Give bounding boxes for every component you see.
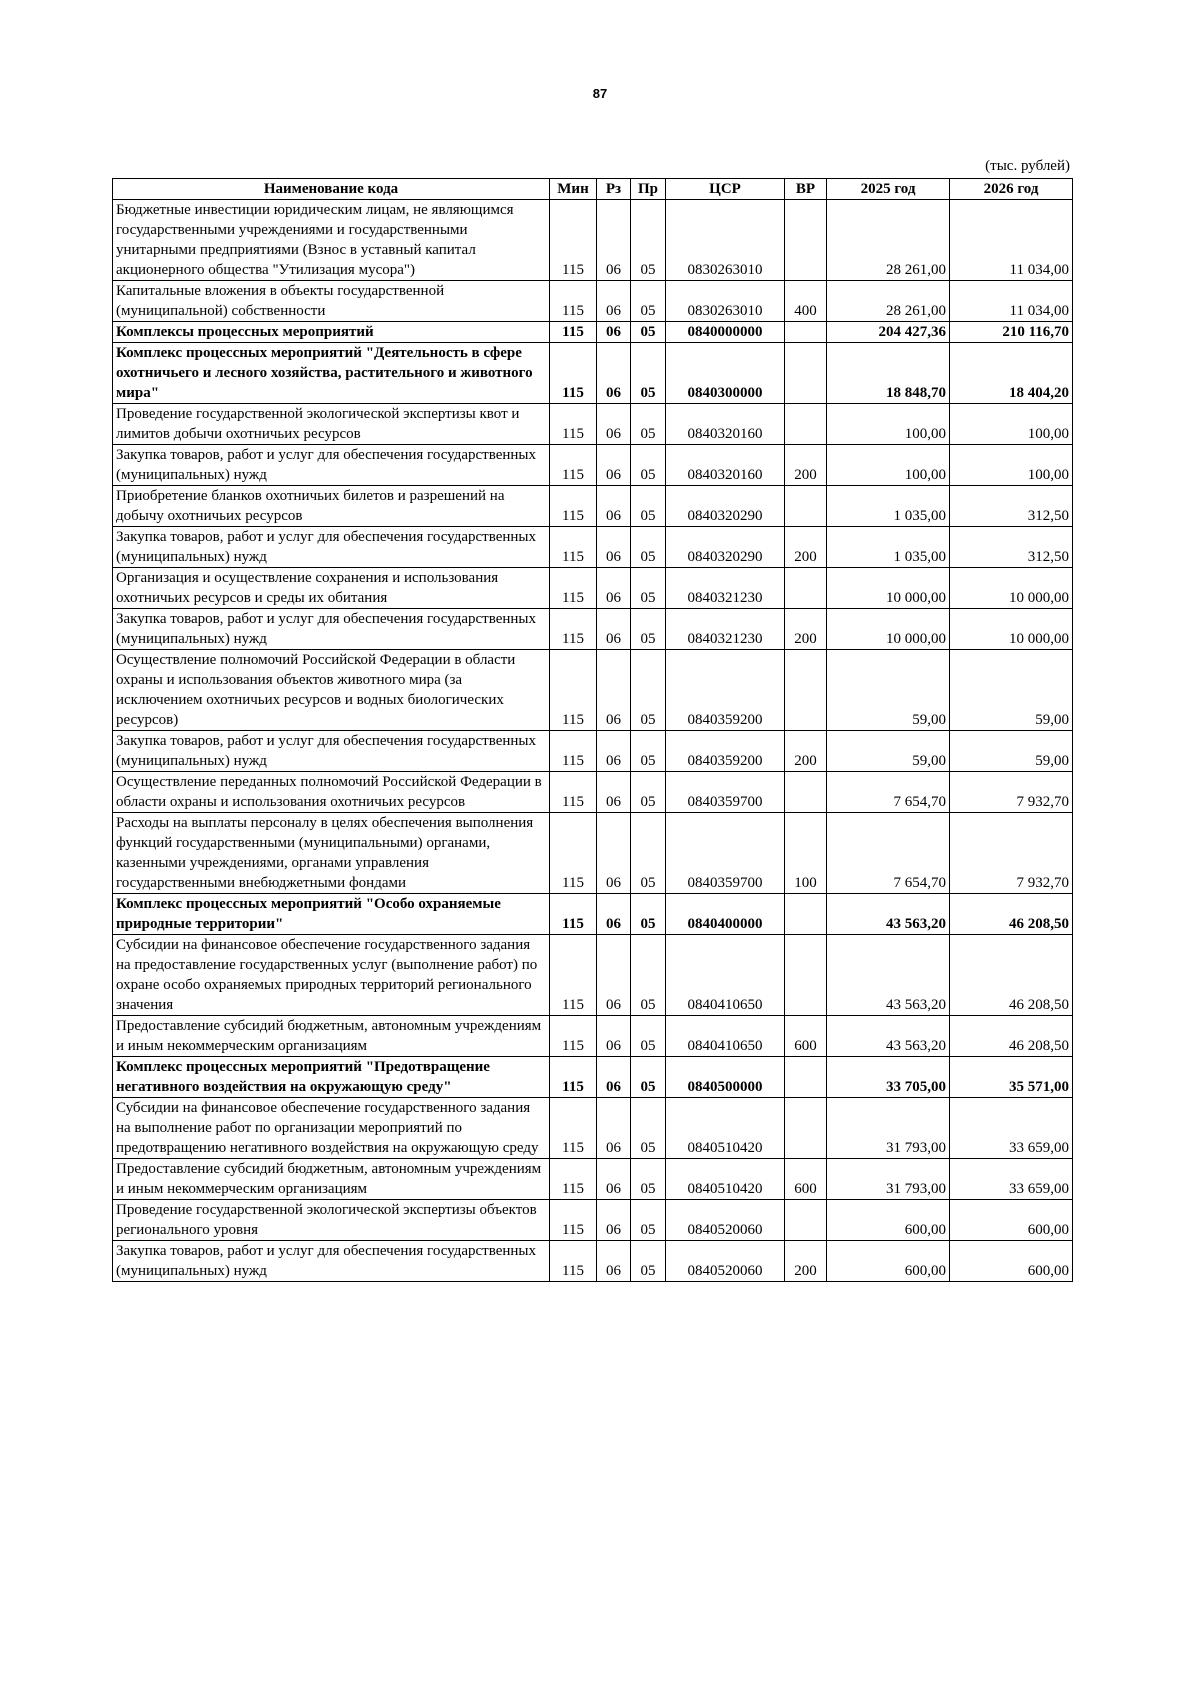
- table-row: [113, 731, 1073, 772]
- units-label: (тыс. рублей): [985, 158, 1070, 174]
- cell-rz: 06: [597, 772, 631, 813]
- cell-vr: 100: [785, 813, 827, 894]
- cell-min: 115: [550, 486, 597, 527]
- cell-vr: [785, 343, 827, 404]
- table-row: [113, 894, 1073, 935]
- cell-name: Субсидии на финансовое обеспечение государственного задания на предоставление государственных услуг (выполнение работ) по охране особо охраняемых природных территорий регионального значения: [113, 935, 550, 1016]
- cell-csr: 0840321230: [666, 609, 785, 650]
- cell-csr: 0840359700: [666, 813, 785, 894]
- cell-min: 115: [550, 894, 597, 935]
- cell-2025: 1 035,00: [827, 486, 950, 527]
- cell-2025: 204 427,36: [827, 322, 950, 343]
- cell-vr: [785, 1200, 827, 1241]
- header-name: Наименование кода: [113, 179, 550, 200]
- cell-csr: 0840410650: [666, 935, 785, 1016]
- cell-min: 115: [550, 813, 597, 894]
- cell-csr: 0840359200: [666, 650, 785, 731]
- cell-pr: 05: [631, 445, 666, 486]
- cell-csr: 0840359700: [666, 772, 785, 813]
- cell-2026: 600,00: [950, 1200, 1073, 1241]
- cell-vr: 200: [785, 527, 827, 568]
- cell-2026: 7 932,70: [950, 813, 1073, 894]
- page-number: 87: [592, 86, 608, 101]
- cell-pr: 05: [631, 1159, 666, 1200]
- cell-2025: 33 705,00: [827, 1057, 950, 1098]
- cell-2026: 11 034,00: [950, 281, 1073, 322]
- cell-pr: 05: [631, 731, 666, 772]
- cell-rz: 06: [597, 200, 631, 281]
- cell-2026: 46 208,50: [950, 1016, 1073, 1057]
- cell-rz: 06: [597, 1057, 631, 1098]
- cell-rz: 06: [597, 935, 631, 1016]
- table-row: [113, 1200, 1073, 1241]
- cell-csr: 0840520060: [666, 1241, 785, 1282]
- cell-2025: 43 563,20: [827, 935, 950, 1016]
- cell-name: Комплексы процессных мероприятий: [113, 322, 550, 343]
- cell-rz: 06: [597, 343, 631, 404]
- cell-csr: 0840500000: [666, 1057, 785, 1098]
- cell-min: 115: [550, 1057, 597, 1098]
- cell-min: 115: [550, 650, 597, 731]
- header-pr: Пр: [631, 179, 666, 200]
- cell-2025: 600,00: [827, 1200, 950, 1241]
- cell-vr: [785, 200, 827, 281]
- cell-csr: 0830263010: [666, 200, 785, 281]
- cell-2026: 59,00: [950, 650, 1073, 731]
- cell-pr: 05: [631, 1057, 666, 1098]
- cell-min: 115: [550, 1159, 597, 1200]
- cell-pr: 05: [631, 935, 666, 1016]
- cell-min: 115: [550, 445, 597, 486]
- cell-min: 115: [550, 609, 597, 650]
- cell-pr: 05: [631, 568, 666, 609]
- cell-rz: 06: [597, 1159, 631, 1200]
- cell-2025: 100,00: [827, 445, 950, 486]
- cell-csr: 0840410650: [666, 1016, 785, 1057]
- cell-pr: 05: [631, 609, 666, 650]
- cell-rz: 06: [597, 1016, 631, 1057]
- cell-name: Осуществление переданных полномочий Российской Федерации в области охраны и использования охотничьих ресурсов: [113, 772, 550, 813]
- cell-2026: 600,00: [950, 1241, 1073, 1282]
- cell-min: 115: [550, 1241, 597, 1282]
- cell-rz: 06: [597, 1098, 631, 1159]
- cell-pr: 05: [631, 1016, 666, 1057]
- cell-csr: 0840510420: [666, 1098, 785, 1159]
- cell-2026: 33 659,00: [950, 1098, 1073, 1159]
- cell-pr: 05: [631, 894, 666, 935]
- table-row: [113, 445, 1073, 486]
- cell-vr: [785, 486, 827, 527]
- cell-2026: 10 000,00: [950, 568, 1073, 609]
- cell-2025: 10 000,00: [827, 568, 950, 609]
- header-vr: ВР: [785, 179, 827, 200]
- cell-2026: 312,50: [950, 527, 1073, 568]
- cell-min: 115: [550, 772, 597, 813]
- cell-rz: 06: [597, 1241, 631, 1282]
- cell-csr: 0840300000: [666, 343, 785, 404]
- table-row: [113, 200, 1073, 281]
- cell-2025: 31 793,00: [827, 1098, 950, 1159]
- table-header-row: [113, 179, 1073, 200]
- cell-rz: 06: [597, 650, 631, 731]
- cell-rz: 06: [597, 1200, 631, 1241]
- header-csr: ЦСР: [666, 179, 785, 200]
- cell-pr: 05: [631, 772, 666, 813]
- table-row: [113, 404, 1073, 445]
- cell-vr: 200: [785, 445, 827, 486]
- cell-min: 115: [550, 731, 597, 772]
- cell-vr: [785, 935, 827, 1016]
- cell-rz: 06: [597, 609, 631, 650]
- cell-name: Осуществление полномочий Российской Федерации в области охраны и использования объектов животного мира (за исключением охотничьих ресурсов и водных биологических ресурсов): [113, 650, 550, 731]
- cell-name: Проведение государственной экологической экспертизы объектов регионального уровня: [113, 1200, 550, 1241]
- cell-pr: 05: [631, 813, 666, 894]
- cell-2026: 210 116,70: [950, 322, 1073, 343]
- cell-vr: 200: [785, 609, 827, 650]
- cell-name: Комплекс процессных мероприятий "Деятельность в сфере охотничьего и лесного хозяйства, растительного и животного мира": [113, 343, 550, 404]
- cell-rz: 06: [597, 404, 631, 445]
- cell-name: Бюджетные инвестиции юридическим лицам, не являющимся государственными учреждениями и государственными унитарными предприятиями (Взнос в уставный капитал акционерного общества "Утилизация мусора"): [113, 200, 550, 281]
- table-row: [113, 343, 1073, 404]
- cell-vr: 200: [785, 731, 827, 772]
- cell-pr: 05: [631, 200, 666, 281]
- cell-2026: 11 034,00: [950, 200, 1073, 281]
- table-row: [113, 527, 1073, 568]
- cell-csr: 0840320160: [666, 445, 785, 486]
- cell-csr: 0840320290: [666, 486, 785, 527]
- cell-min: 115: [550, 404, 597, 445]
- cell-2025: 31 793,00: [827, 1159, 950, 1200]
- cell-name: Приобретение бланков охотничьих билетов и разрешений на добычу охотничьих ресурсов: [113, 486, 550, 527]
- cell-name: Закупка товаров, работ и услуг для обеспечения государственных (муниципальных) нужд: [113, 731, 550, 772]
- cell-2025: 28 261,00: [827, 200, 950, 281]
- table-row: [113, 486, 1073, 527]
- cell-2025: 18 848,70: [827, 343, 950, 404]
- cell-2026: 33 659,00: [950, 1159, 1073, 1200]
- cell-rz: 06: [597, 486, 631, 527]
- table-row: [113, 568, 1073, 609]
- cell-name: Закупка товаров, работ и услуг для обеспечения государственных (муниципальных) нужд: [113, 609, 550, 650]
- cell-2026: 46 208,50: [950, 935, 1073, 1016]
- cell-2026: 100,00: [950, 445, 1073, 486]
- cell-rz: 06: [597, 813, 631, 894]
- cell-pr: 05: [631, 1200, 666, 1241]
- header-2026: 2026 год: [950, 179, 1073, 200]
- cell-name: Субсидии на финансовое обеспечение государственного задания на выполнение работ по организации мероприятий по предотвращению негативного воздействия на окружающую среду: [113, 1098, 550, 1159]
- table-body: [113, 200, 1073, 1282]
- cell-2026: 46 208,50: [950, 894, 1073, 935]
- cell-name: Расходы на выплаты персоналу в целях обеспечения выполнения функций государственными (муниципальными) органами, казенными учреждениями, органами управления государственными внебюджетными фондами: [113, 813, 550, 894]
- cell-csr: 0840510420: [666, 1159, 785, 1200]
- cell-csr: 0840321230: [666, 568, 785, 609]
- cell-vr: [785, 404, 827, 445]
- cell-min: 115: [550, 281, 597, 322]
- cell-min: 115: [550, 527, 597, 568]
- cell-2025: 43 563,20: [827, 894, 950, 935]
- table-row: [113, 1159, 1073, 1200]
- cell-2025: 7 654,70: [827, 813, 950, 894]
- cell-min: 115: [550, 568, 597, 609]
- cell-name: Закупка товаров, работ и услуг для обеспечения государственных (муниципальных) нужд: [113, 445, 550, 486]
- cell-rz: 06: [597, 445, 631, 486]
- cell-vr: [785, 772, 827, 813]
- cell-2026: 7 932,70: [950, 772, 1073, 813]
- table-row: [113, 609, 1073, 650]
- cell-2025: 7 654,70: [827, 772, 950, 813]
- cell-name: Комплекс процессных мероприятий "Предотвращение негативного воздействия на окружающую среду": [113, 1057, 550, 1098]
- cell-2026: 10 000,00: [950, 609, 1073, 650]
- table-row: [113, 1057, 1073, 1098]
- cell-vr: 600: [785, 1159, 827, 1200]
- cell-rz: 06: [597, 322, 631, 343]
- cell-csr: 0830263010: [666, 281, 785, 322]
- cell-rz: 06: [597, 731, 631, 772]
- cell-2026: 35 571,00: [950, 1057, 1073, 1098]
- cell-2025: 600,00: [827, 1241, 950, 1282]
- cell-2026: 59,00: [950, 731, 1073, 772]
- cell-2025: 28 261,00: [827, 281, 950, 322]
- cell-min: 115: [550, 1016, 597, 1057]
- cell-name: Комплекс процессных мероприятий "Особо охраняемые природные территории": [113, 894, 550, 935]
- cell-rz: 06: [597, 527, 631, 568]
- table-row: [113, 1016, 1073, 1057]
- cell-csr: 0840000000: [666, 322, 785, 343]
- cell-name: Предоставление субсидий бюджетным, автономным учреждениям и иным некоммерческим организациям: [113, 1159, 550, 1200]
- cell-name: Организация и осуществление сохранения и использования охотничьих ресурсов и среды их обитания: [113, 568, 550, 609]
- cell-csr: 0840400000: [666, 894, 785, 935]
- cell-pr: 05: [631, 486, 666, 527]
- cell-csr: 0840520060: [666, 1200, 785, 1241]
- cell-min: 115: [550, 322, 597, 343]
- cell-csr: 0840359200: [666, 731, 785, 772]
- cell-vr: [785, 650, 827, 731]
- cell-pr: 05: [631, 1241, 666, 1282]
- cell-2026: 100,00: [950, 404, 1073, 445]
- cell-name: Предоставление субсидий бюджетным, автономным учреждениям и иным некоммерческим организациям: [113, 1016, 550, 1057]
- cell-name: Закупка товаров, работ и услуг для обеспечения государственных (муниципальных) нужд: [113, 527, 550, 568]
- cell-rz: 06: [597, 894, 631, 935]
- cell-pr: 05: [631, 343, 666, 404]
- table-row: [113, 772, 1073, 813]
- cell-pr: 05: [631, 404, 666, 445]
- cell-pr: 05: [631, 281, 666, 322]
- cell-2026: 312,50: [950, 486, 1073, 527]
- cell-rz: 06: [597, 281, 631, 322]
- header-2025: 2025 год: [827, 179, 950, 200]
- cell-vr: 400: [785, 281, 827, 322]
- cell-name: Капитальные вложения в объекты государственной (муниципальной) собственности: [113, 281, 550, 322]
- cell-vr: 200: [785, 1241, 827, 1282]
- cell-min: 115: [550, 343, 597, 404]
- cell-min: 115: [550, 200, 597, 281]
- header-min: Мин: [550, 179, 597, 200]
- budget-table: [112, 178, 1073, 1282]
- cell-csr: 0840320160: [666, 404, 785, 445]
- cell-pr: 05: [631, 650, 666, 731]
- table-row: [113, 1241, 1073, 1282]
- cell-vr: [785, 1098, 827, 1159]
- cell-pr: 05: [631, 322, 666, 343]
- table-row: [113, 935, 1073, 1016]
- cell-2025: 1 035,00: [827, 527, 950, 568]
- cell-pr: 05: [631, 1098, 666, 1159]
- cell-vr: [785, 568, 827, 609]
- cell-2026: 18 404,20: [950, 343, 1073, 404]
- table-row: [113, 1098, 1073, 1159]
- cell-min: 115: [550, 935, 597, 1016]
- cell-min: 115: [550, 1098, 597, 1159]
- cell-vr: [785, 1057, 827, 1098]
- cell-2025: 59,00: [827, 731, 950, 772]
- cell-vr: 600: [785, 1016, 827, 1057]
- table-row: [113, 813, 1073, 894]
- cell-vr: [785, 894, 827, 935]
- cell-name: Закупка товаров, работ и услуг для обеспечения государственных (муниципальных) нужд: [113, 1241, 550, 1282]
- cell-min: 115: [550, 1200, 597, 1241]
- cell-name: Проведение государственной экологической экспертизы квот и лимитов добычи охотничьих ресурсов: [113, 404, 550, 445]
- header-rz: Рз: [597, 179, 631, 200]
- table-row: [113, 281, 1073, 322]
- cell-rz: 06: [597, 568, 631, 609]
- cell-2025: 59,00: [827, 650, 950, 731]
- table-row: [113, 322, 1073, 343]
- cell-2025: 43 563,20: [827, 1016, 950, 1057]
- cell-csr: 0840320290: [666, 527, 785, 568]
- cell-2025: 10 000,00: [827, 609, 950, 650]
- cell-2025: 100,00: [827, 404, 950, 445]
- cell-pr: 05: [631, 527, 666, 568]
- table-row: [113, 650, 1073, 731]
- cell-vr: [785, 322, 827, 343]
